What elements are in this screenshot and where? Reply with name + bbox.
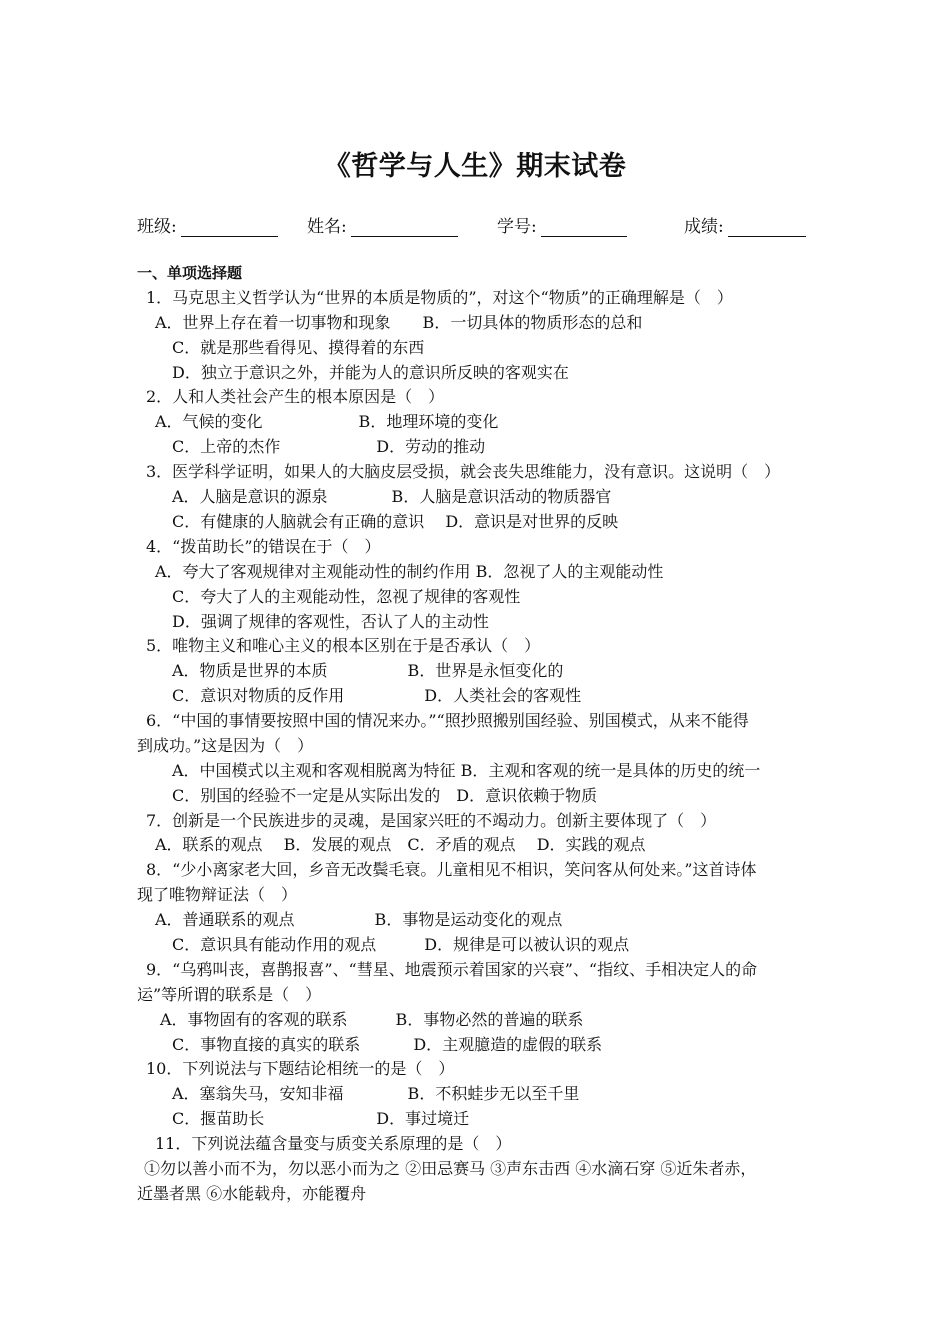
- option-line: C．意识具有能动作用的观点 D．规律是可以被认识的观点: [172, 935, 630, 954]
- option-line: C．上帝的杰作 D．劳动的推动: [172, 437, 486, 456]
- option-line: A．人脑是意识的源泉 B．人脑是意识活动的物质器官: [172, 487, 612, 506]
- page-title: 《哲学与人生》期末试卷: [323, 151, 627, 182]
- option-line: C．意识对物质的反作用 D．人类社会的客观性: [172, 686, 582, 705]
- question-text: 6．“中国的事情要按照中国的情况来办。”“照抄照搬别国经验、别国模式，从来不能得: [146, 711, 749, 730]
- option-line: C．就是那些看得见、摸得着的东西: [172, 338, 425, 357]
- class-blank[interactable]: [181, 216, 278, 237]
- option-line: D．独立于意识之外，并能为人的意识所反映的客观实在: [172, 363, 569, 382]
- option-line: A．塞翁失马，安知非福 B．不积蛙步无以至千里: [172, 1084, 580, 1103]
- question-text: 2．人和人类社会产生的根本原因是（ ）: [146, 387, 445, 406]
- option-line: A．夸大了客观规律对主观能动性的制约作用 B．忽视了人的主观能动性: [155, 562, 664, 581]
- name-blank[interactable]: [351, 216, 458, 237]
- option-line: D．强调了规律的客观性，否认了人的主动性: [172, 612, 489, 631]
- student-id-blank[interactable]: [541, 216, 627, 237]
- question-text: 4．“拨苗助长”的错误在于（ ）: [146, 537, 381, 556]
- question-text: 10．下列说法与下题结论相统一的是（ ）: [146, 1059, 455, 1078]
- question-text: 11．下列说法蕴含量变与质变关系原理的是（ ）: [155, 1134, 512, 1153]
- option-line: C．夸大了人的主观能动性，忽视了规律的客观性: [172, 587, 521, 606]
- option-line: A．事物固有的客观的联系 B．事物必然的普遍的联系: [160, 1010, 584, 1029]
- student-id-label: 学号:: [497, 217, 537, 237]
- question-text-continued: 现了唯物辩证法（ ）: [137, 885, 298, 904]
- option-line: A．气候的变化 B．地理环境的变化: [155, 412, 499, 431]
- option-line: C．别国的经验不一定是从实际出发的 D．意识依赖于物质: [172, 786, 598, 805]
- question-text: 1．马克思主义哲学认为“世界的本质是物质的”，对这个“物质”的正确理解是（ ）: [146, 288, 733, 307]
- question-text: 3．医学科学证明，如果人的大脑皮层受损，就会丧失思维能力，没有意识。这说明（ ）: [146, 462, 781, 481]
- student-id-field: [497, 212, 627, 237]
- question-text: 8．“少小离家老大回，乡音无改鬓毛衰。儿童相见不相识，笑问客从何处来。”这首诗体: [146, 860, 757, 879]
- option-line: C．有健康的人脑就会有正确的意识 D．意识是对世界的反映: [172, 512, 619, 531]
- name-label: 姓名:: [307, 217, 347, 237]
- question-text-continued: ①勿以善小而不为，勿以恶小而为之 ②田忌赛马 ③声东击西 ④水滴石穿 ⑤近朱者赤，: [144, 1159, 757, 1178]
- question-text-continued: 到成功。”这是因为（ ）: [137, 736, 314, 755]
- option-line: C．事物直接的真实的联系 D．主观臆造的虚假的联系: [172, 1035, 603, 1054]
- option-line: A．物质是世界的本质 B．世界是永恒变化的: [172, 661, 564, 680]
- question-text-continued: 近墨者黑 ⑥水能载舟，亦能覆舟: [137, 1184, 367, 1203]
- class-label: 班级:: [137, 217, 177, 237]
- score-blank[interactable]: [728, 216, 806, 237]
- question-text: 7．创新是一个民族进步的灵魂，是国家兴旺的不竭动力。创新主要体现了（ ）: [146, 811, 717, 830]
- option-line: A．世界上存在着一切事物和现象 B．一切具体的物质形态的总和: [155, 313, 643, 332]
- option-line: A．普通联系的观点 B．事物是运动变化的观点: [155, 910, 563, 929]
- class-field: [137, 212, 278, 237]
- section-heading: 一、单项选择题: [137, 264, 243, 282]
- score-field: [684, 212, 806, 237]
- option-line: A．联系的观点 B．发展的观点 C．矛盾的观点 D．实践的观点: [155, 835, 646, 854]
- question-text: 9．“乌鸦叫丧，喜鹊报喜”、“彗星、地震预示着国家的兴衰”、“指纹、手相决定人的命: [146, 960, 758, 979]
- option-line: A．中国模式以主观和客观相脱离为特征 B．主观和客观的统一是具体的历史的统一: [172, 761, 761, 780]
- option-line: C．揠苗助长 D．事过境迁: [172, 1109, 470, 1128]
- name-field: [307, 212, 458, 237]
- score-label: 成绩:: [684, 217, 724, 237]
- question-text: 5．唯物主义和唯心主义的根本区别在于是否承认（ ）: [146, 636, 541, 655]
- question-text-continued: 运”等所谓的联系是（ ）: [137, 985, 322, 1004]
